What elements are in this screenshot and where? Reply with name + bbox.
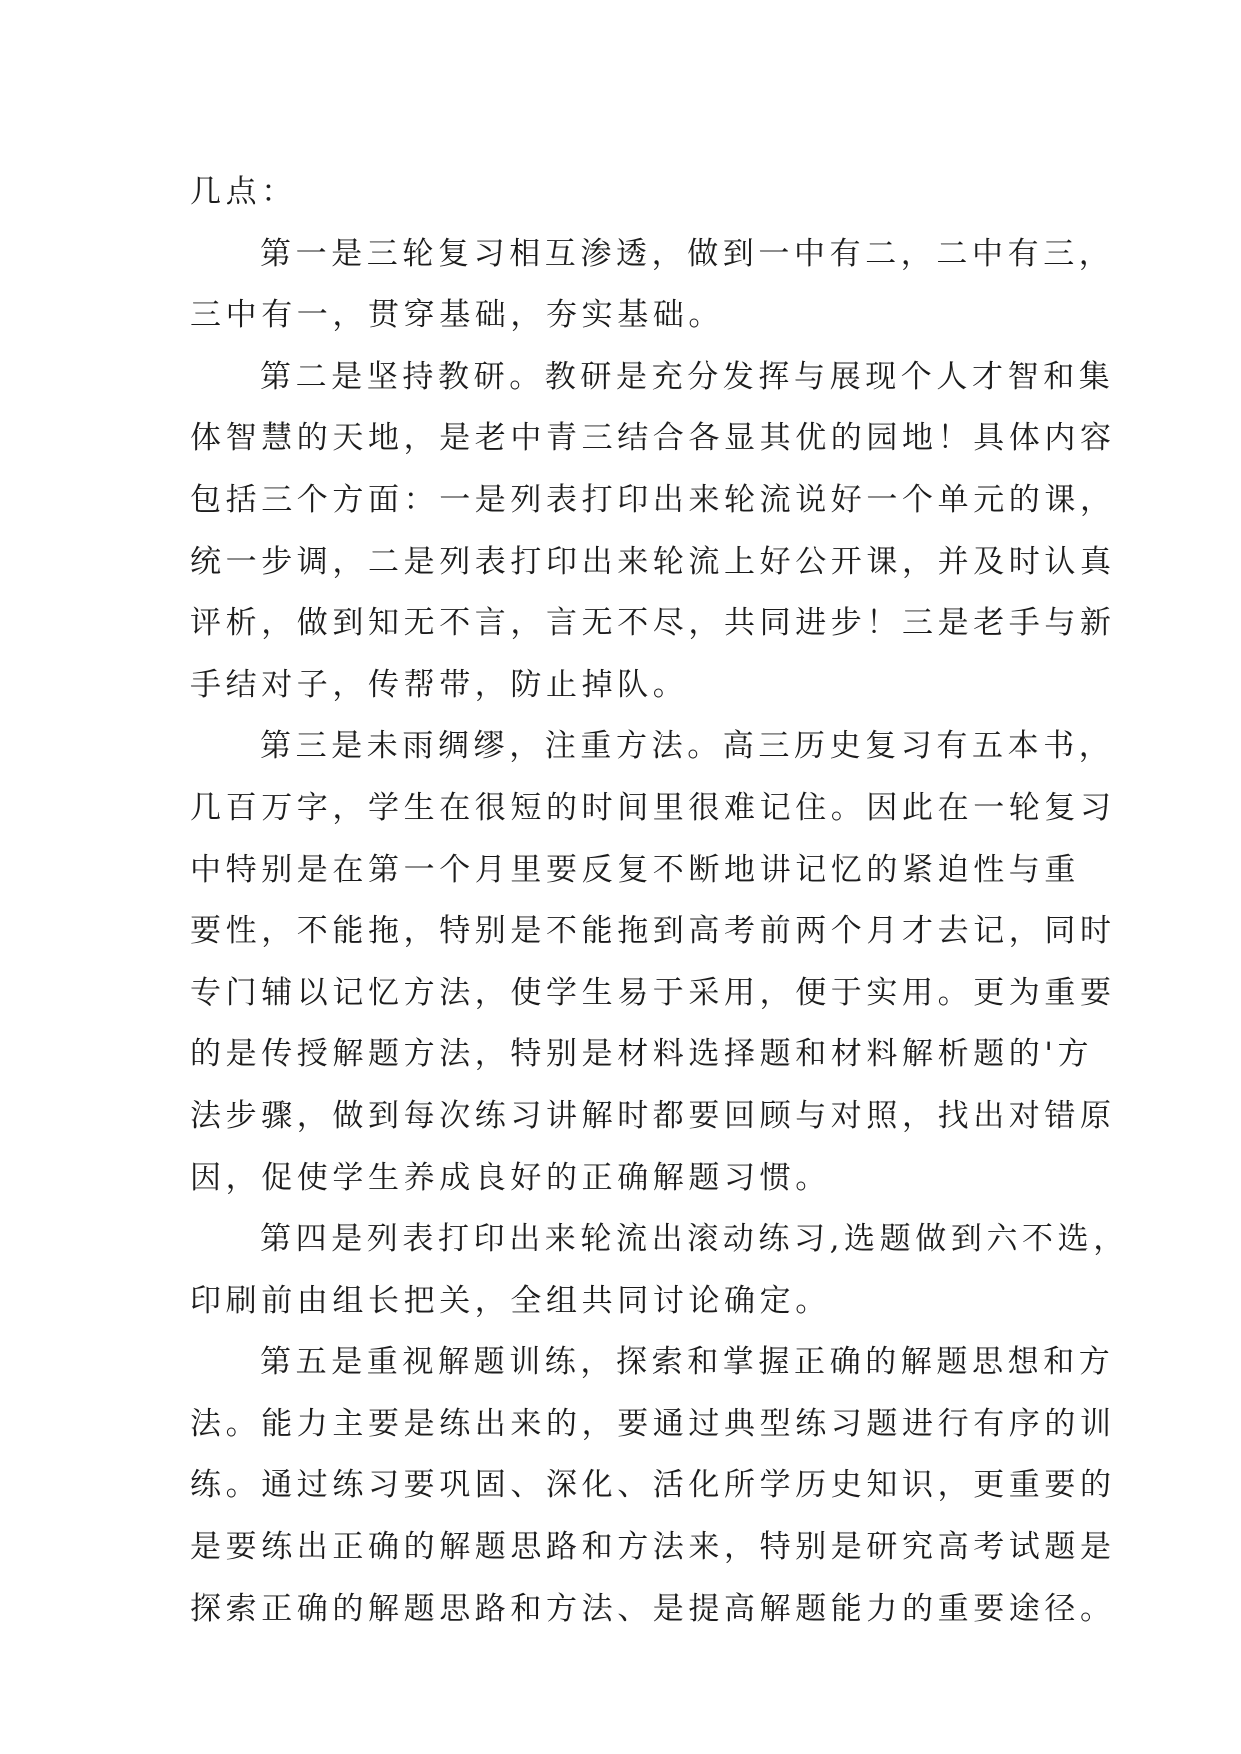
- text-line: 练。通过练习要巩固、深化、活化所学历史知识，更重要的: [190, 1467, 1116, 1504]
- paragraph-first-line: 第四是列表打印出来轮流出滚动练习,选题做到六不选，: [260, 1221, 1129, 1258]
- text-line: 手结对子，传帮带，防止掉队。: [190, 666, 689, 703]
- text-line: 法。能力主要是练出来的，要通过典型练习题进行有序的训: [190, 1405, 1116, 1442]
- paragraph-first-line: 第五是重视解题训练，探索和掌握正确的解题思想和方: [260, 1344, 1115, 1381]
- text-line: 法步骤，做到每次练习讲解时都要回顾与对照，找出对错原: [190, 1097, 1116, 1134]
- text-line: 包括三个方面：一是列表打印出来轮流说好一个单元的课，: [190, 481, 1116, 518]
- text-line: 体智慧的天地，是老中青三结合各显其优的园地！具体内容: [190, 420, 1116, 457]
- text-line: 印刷前由组长把关，全组共同讨论确定。: [190, 1282, 831, 1319]
- text-line: 统一步调，二是列表打印出来轮流上好公开课，并及时认真: [190, 543, 1116, 580]
- text-line: 要性，不能拖，特别是不能拖到高考前两个月才去记，同时: [190, 913, 1116, 950]
- document-body: [190, 162, 1129, 1640]
- text-line: 是要练出正确的解题思路和方法来，特别是研究高考试题是: [190, 1529, 1116, 1566]
- text-line: 因，促使学生养成良好的正确解题习惯。: [190, 1159, 831, 1196]
- text-line: 三中有一，贯穿基础，夯实基础。: [190, 297, 724, 334]
- paragraph-first-line: 第三是未雨绸缪，注重方法。高三历史复习有五本书，: [260, 728, 1115, 765]
- text-line: 中特别是在第一个月里要反复不断地讲记忆的紧迫性与重: [190, 851, 1080, 888]
- text-line: 几百万字，学生在很短的时间里很难记住。因此在一轮复习: [190, 789, 1116, 826]
- text-line: 的是传授解题方法，特别是材料选择题和材料解析题的'方: [190, 1036, 1094, 1073]
- paragraph-first-line: 第二是坚持教研。教研是充分发挥与展现个人才智和集: [260, 358, 1115, 395]
- text-line: 几点：: [190, 174, 297, 210]
- text-line: 专门辅以记忆方法，使学生易于采用，便于实用。更为重要: [190, 974, 1116, 1011]
- text-line: 探索正确的解题思路和方法、是提高解题能力的重要途径。: [190, 1590, 1116, 1627]
- text-line: 评析，做到知无不言，言无不尽，共同进步！三是老手与新: [190, 605, 1116, 642]
- paragraph-first-line: 第一是三轮复习相互渗透，做到一中有二，二中有三，: [260, 235, 1115, 272]
